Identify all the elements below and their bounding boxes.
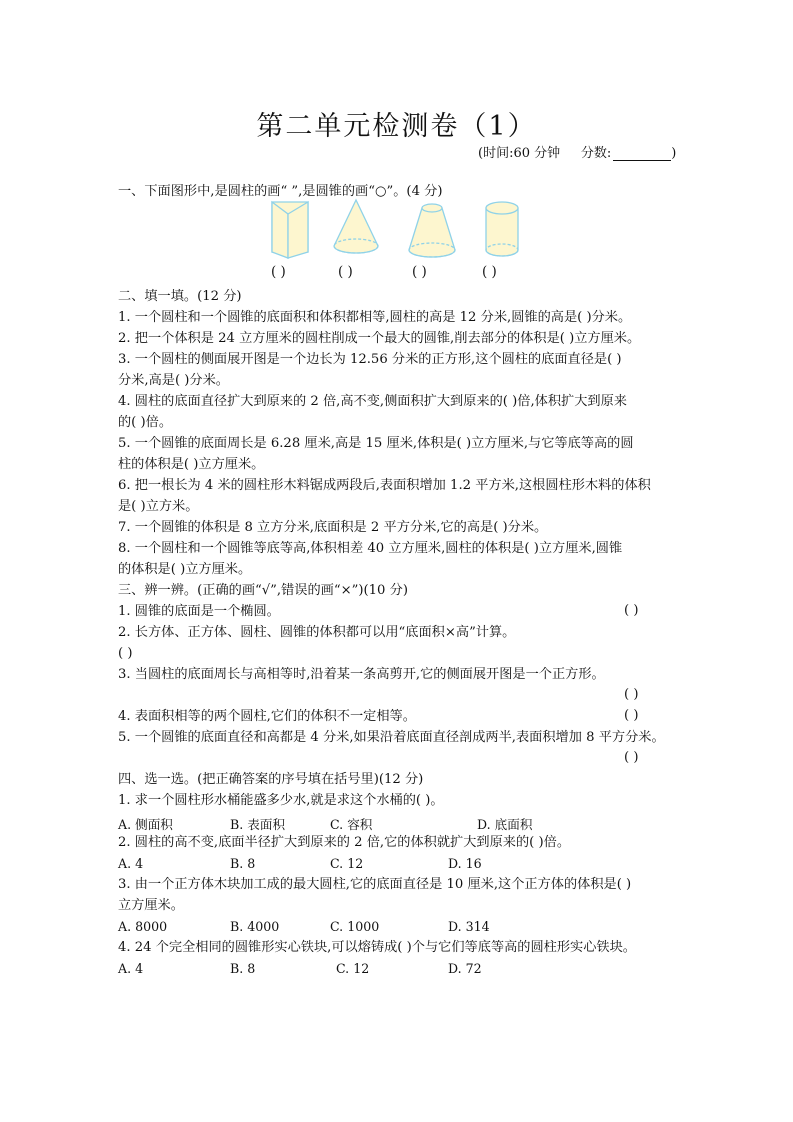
choice-q1-opt-a[interactable]: A. 侧面积	[118, 817, 173, 832]
answer-slot-2[interactable]: ( )	[338, 264, 353, 280]
time-label: (时间:60 分钟	[478, 146, 561, 161]
fill-q5: 5. 一个圆锥的底面周长是 6.28 厘米,高是 15 厘米,体积是( )立方厘米,与它等底等高的圆	[118, 436, 634, 451]
choice-q4-opt-c[interactable]: C. 12	[336, 961, 370, 976]
judge-q3: 3. 当圆柱的底面周长与高相等时,沿着某一条高剪开,它的侧面展开图是一个正方形。	[118, 667, 605, 682]
section2-heading: 二、填一填。(12 分)	[118, 289, 242, 304]
answer-slot-1[interactable]: ( )	[271, 264, 286, 280]
section3-heading: 三、辨一辨。(正确的画“√”,错误的画“×”)(10 分)	[118, 583, 408, 598]
judge-q4: 4. 表面积相等的两个圆柱,它们的体积不一定相等。	[118, 709, 416, 724]
meta-close: )	[671, 146, 677, 161]
choice-q3-opt-a[interactable]: A. 8000	[118, 919, 168, 934]
section1-heading: 一、下面图形中,是圆柱的画“ ”,是圆锥的画“○”。(4 分)	[118, 184, 443, 199]
judge-q2: 2. 长方体、正方体、圆柱、圆锥的体积都可以用“底面积×高”计算。	[118, 625, 516, 640]
fill-q6: 6. 把一根长为 4 米的圆柱形木料锯成两段后,表面积增加 1.2 平方米,这根圆柱形木料的体积	[118, 478, 651, 493]
frustum-icon	[409, 204, 455, 257]
fill-q2: 2. 把一个体积是 24 立方厘米的圆柱削成一个最大的圆锥,削去部分的体积是( )立方厘米。	[118, 331, 641, 346]
cylinder-icon	[486, 202, 518, 256]
judge-q2-answer[interactable]: ( )	[118, 646, 133, 661]
judge-q3-answer[interactable]: ( )	[624, 687, 639, 702]
judge-q5: 5. 一个圆锥的底面直径和高都是 4 分米,如果沿着底面直径剖成两半,表面积增加 8 平方分米。	[118, 730, 665, 745]
judge-q5-answer[interactable]: ( )	[624, 750, 639, 765]
choice-q3-opt-c[interactable]: C. 1000	[330, 919, 380, 934]
fill-q8: 8. 一个圆柱和一个圆锥等底等高,体积相差 40 立方厘米,圆柱的体积是( )立方厘米,圆锥	[118, 541, 623, 556]
choice-q4-opt-d[interactable]: D. 72	[448, 961, 482, 976]
choice-q1: 1. 求一个圆柱形水桶能盛多少水,就是求这个水桶的( )。	[118, 793, 444, 808]
choice-q1-opt-b[interactable]: B. 表面积	[230, 817, 286, 832]
choice-q3-cont: 立方厘米。	[118, 898, 184, 913]
choice-q2-opt-a[interactable]: A. 4	[118, 856, 144, 871]
triangular-prism-icon	[272, 202, 308, 258]
choice-q3-opt-d[interactable]: D. 314	[448, 919, 490, 934]
choice-q4-opt-b[interactable]: B. 8	[230, 961, 256, 976]
fill-q4-cont: 的( )倍。	[118, 415, 173, 430]
choice-q2-opt-d[interactable]: D. 16	[448, 856, 482, 871]
answer-slot-4[interactable]: ( )	[482, 264, 497, 280]
choice-q2-opt-c[interactable]: C. 12	[330, 856, 364, 871]
score-label: 分数:	[580, 146, 612, 161]
fill-q6-cont: 是( )立方米。	[118, 499, 199, 514]
choice-q2-opt-b[interactable]: B. 8	[230, 856, 256, 871]
choice-q1-opt-d[interactable]: D. 底面积	[477, 817, 533, 832]
fill-q7: 7. 一个圆锥的体积是 8 立方分米,底面积是 2 平方分米,它的高是( )分米。	[118, 520, 548, 535]
score-blank[interactable]	[613, 147, 671, 161]
cone-icon	[334, 200, 378, 253]
fill-q4: 4. 圆柱的底面直径扩大到原来的 2 倍,高不变,侧面积扩大到原来的( )倍,体积扩大到原来	[118, 394, 627, 409]
choice-q3-opt-b[interactable]: B. 4000	[230, 919, 280, 934]
judge-q1: 1. 圆锥的底面是一个椭圆。	[118, 604, 280, 619]
page-title: 第二单元检测卷（1）	[256, 111, 537, 142]
choice-q1-opt-c[interactable]: C. 容积	[330, 817, 373, 832]
fill-q8-cont: 的体积是( )立方厘米。	[118, 562, 252, 577]
choice-q4: 4. 24 个完全相同的圆锥形实心铁块,可以熔铸成( )个与它们等底等高的圆柱形实心铁块。	[118, 940, 636, 955]
exam-meta	[478, 142, 676, 161]
choice-q3: 3. 由一个正方体木块加工成的最大圆柱,它的底面直径是 10 厘米,这个正方体的体积是( )	[118, 877, 632, 892]
shape-figures	[262, 198, 532, 262]
section4-heading: 四、选一选。(把正确答案的序号填在括号里)(12 分)	[118, 772, 424, 787]
fill-q3-cont: 分米,高是( )分米。	[118, 373, 229, 388]
fill-q1: 1. 一个圆柱和一个圆锥的底面积和体积都相等,圆柱的高是 12 分米,圆锥的高是( )分米。	[118, 310, 632, 325]
judge-q1-answer[interactable]: ( )	[624, 603, 639, 618]
fill-q5-cont: 柱的体积是( )立方厘米。	[118, 457, 265, 472]
judge-q4-answer[interactable]: ( )	[624, 708, 639, 723]
choice-q4-opt-a[interactable]: A. 4	[118, 961, 144, 976]
answer-slot-3[interactable]: ( )	[412, 264, 427, 280]
fill-q3: 3. 一个圆柱的侧面展开图是一个边长为 12.56 分米的正方形,这个圆柱的底面直径是( )	[118, 352, 622, 367]
choice-q2: 2. 圆柱的高不变,底面半径扩大到原来的 2 倍,它的体积就扩大到原来的( )倍。	[118, 835, 571, 850]
